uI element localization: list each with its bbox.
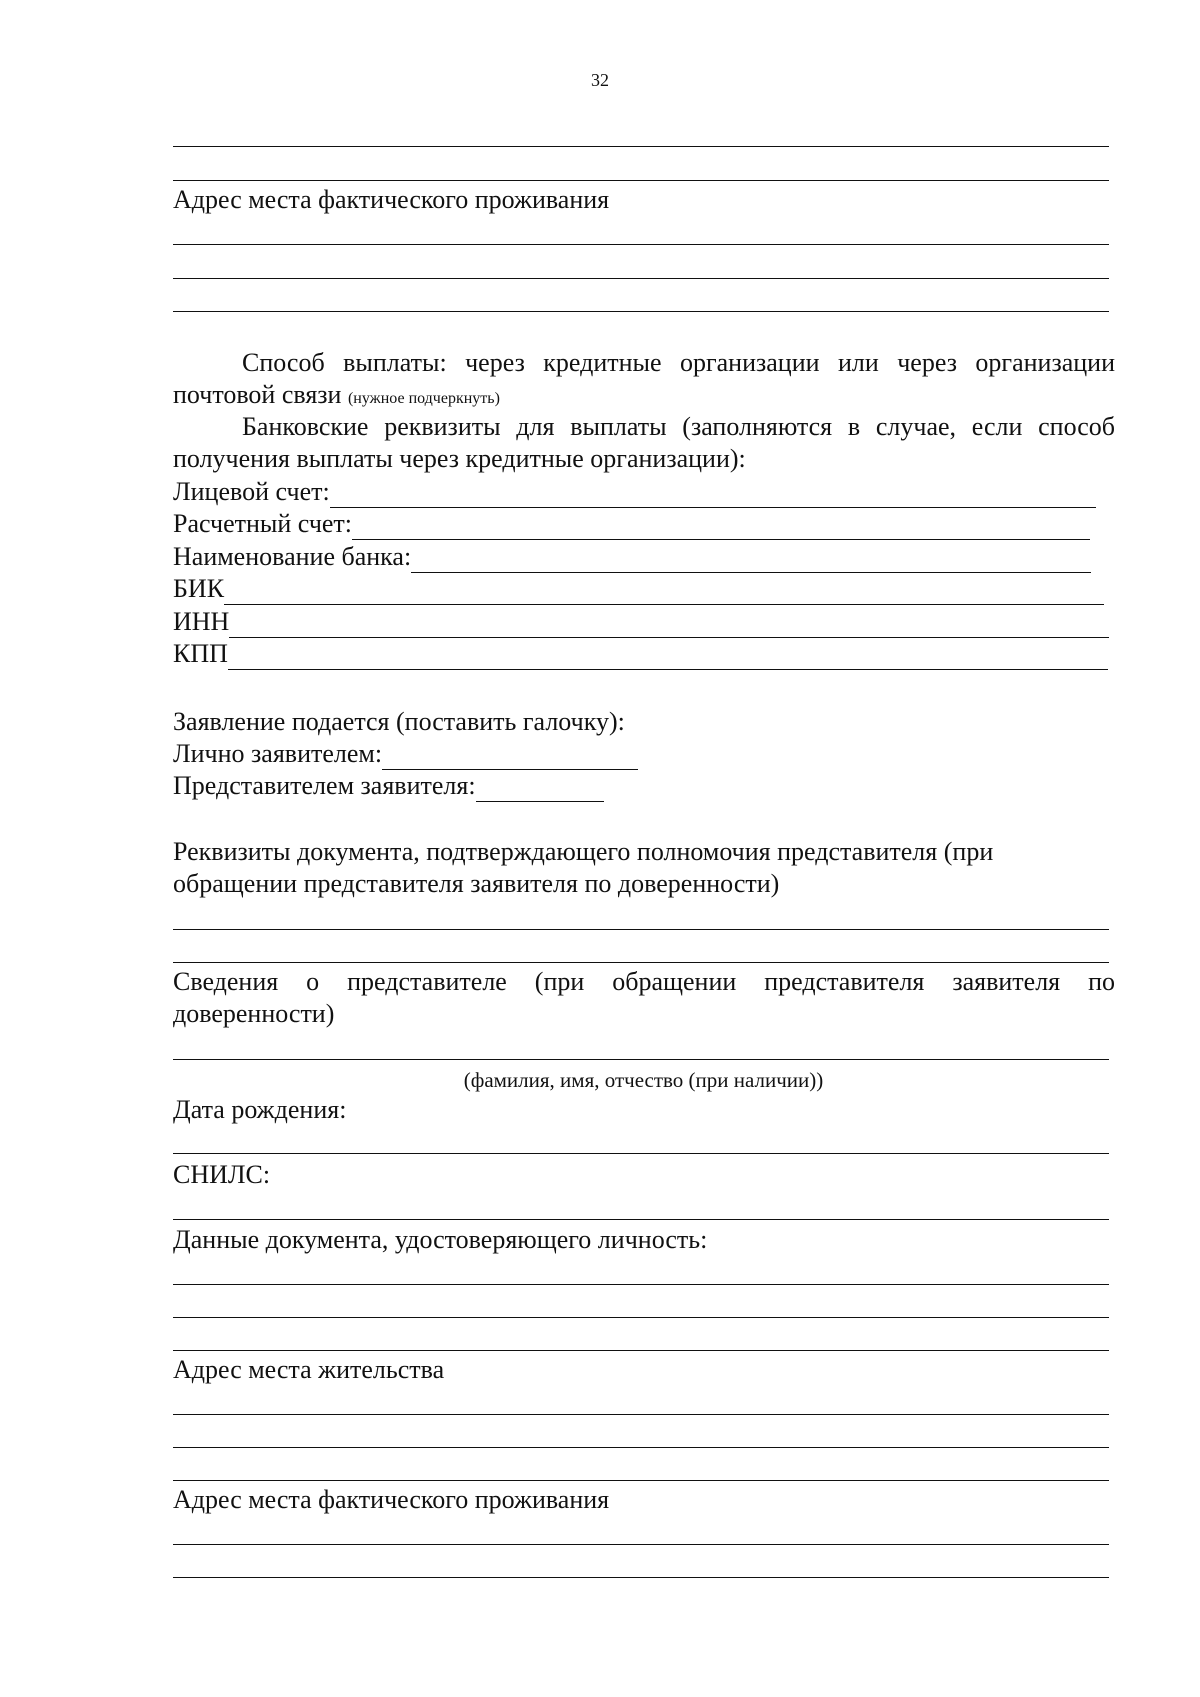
submission-personal-label: Лично заявителем: [173, 739, 383, 768]
blank-line[interactable] [173, 1480, 1109, 1481]
birth-date-label: Дата рождения: [173, 1095, 347, 1124]
rep-info-line2: доверенности) [173, 999, 335, 1028]
inn-label: ИНН [173, 607, 230, 636]
fio-input-line[interactable] [173, 1059, 1109, 1060]
snils-label: СНИЛС: [173, 1160, 271, 1189]
payment-method-paragraph [173, 347, 1115, 415]
rep-doc-line1: Реквизиты документа, подтверждающего полномочия представителя (при [173, 837, 994, 866]
blank-line[interactable] [173, 1350, 1109, 1351]
snils-input-line[interactable] [173, 1219, 1109, 1220]
blank-line[interactable] [173, 1447, 1109, 1448]
bank-details-paragraph [173, 411, 1115, 475]
residence-label: Адрес места жительства [173, 1355, 445, 1384]
rep-doc-line2: обращении представителя заявителя по доверенности) [173, 869, 780, 898]
personal-account-label: Лицевой счет: [173, 477, 330, 506]
payment-method-note: (нужное подчеркнуть) [347, 390, 500, 407]
submission-personal-field [173, 738, 638, 770]
blank-line[interactable] [173, 962, 1109, 963]
rep-info-paragraph [173, 966, 1115, 1030]
blank-line[interactable] [173, 146, 1109, 147]
submission-personal-checkbox[interactable] [382, 745, 638, 770]
inn-field [173, 606, 1109, 638]
blank-line[interactable] [173, 1414, 1109, 1415]
settlement-account-label: Расчетный счет: [173, 509, 353, 538]
bank-details-line2: получения выплаты через кредитные организации): [173, 444, 746, 473]
submission-heading: Заявление подается (поставить галочку): [173, 707, 625, 736]
blank-line[interactable] [173, 1544, 1109, 1545]
blank-line[interactable] [173, 1317, 1109, 1318]
bank-name-field [173, 541, 1091, 573]
submission-rep-field [173, 770, 604, 802]
bank-details-line1: Банковские реквизиты для выплаты (заполняются в случае, если способ [242, 412, 1115, 441]
submission-rep-label: Представителем заявителя: [173, 771, 476, 800]
page-number: 32 [591, 70, 609, 90]
birth-date-input-line[interactable] [173, 1153, 1109, 1154]
payment-method-text: почтовой связи [173, 380, 342, 409]
payment-method-line2 [173, 380, 500, 409]
personal-account-input[interactable] [330, 483, 1096, 508]
kpp-field [173, 638, 1108, 670]
settlement-account-input[interactable] [352, 515, 1090, 540]
blank-line[interactable] [173, 1284, 1109, 1285]
kpp-input[interactable] [228, 645, 1108, 670]
actual-address-label-top: Адрес места фактического проживания [173, 185, 610, 214]
blank-line[interactable] [173, 929, 1109, 930]
blank-line[interactable] [173, 1577, 1109, 1578]
kpp-label: КПП [173, 639, 228, 668]
id-doc-label: Данные документа, удостоверяющего личность: [173, 1225, 708, 1254]
blank-line[interactable] [173, 180, 1109, 181]
blank-line[interactable] [173, 278, 1109, 279]
submission-rep-checkbox[interactable] [476, 777, 604, 802]
actual-address-label-bottom: Адрес места фактического проживания [173, 1485, 610, 1514]
bik-field [173, 573, 1104, 605]
inn-input[interactable] [229, 613, 1109, 638]
payment-method-line1: Способ выплаты: через кредитные организации или через организации [242, 348, 1115, 377]
personal-account-field [173, 476, 1096, 508]
rep-info-line1: Сведения о представителе (при обращении представителя заявителя по [173, 967, 1115, 996]
blank-line[interactable] [173, 311, 1109, 312]
bank-name-label: Наименование банка: [173, 542, 412, 571]
settlement-account-field [173, 508, 1090, 540]
bik-input[interactable] [224, 580, 1104, 605]
fio-caption: (фамилия, имя, отчество (при наличии)) [463, 1068, 824, 1092]
bik-label: БИК [173, 574, 225, 603]
blank-line[interactable] [173, 244, 1109, 245]
bank-name-input[interactable] [411, 548, 1091, 573]
